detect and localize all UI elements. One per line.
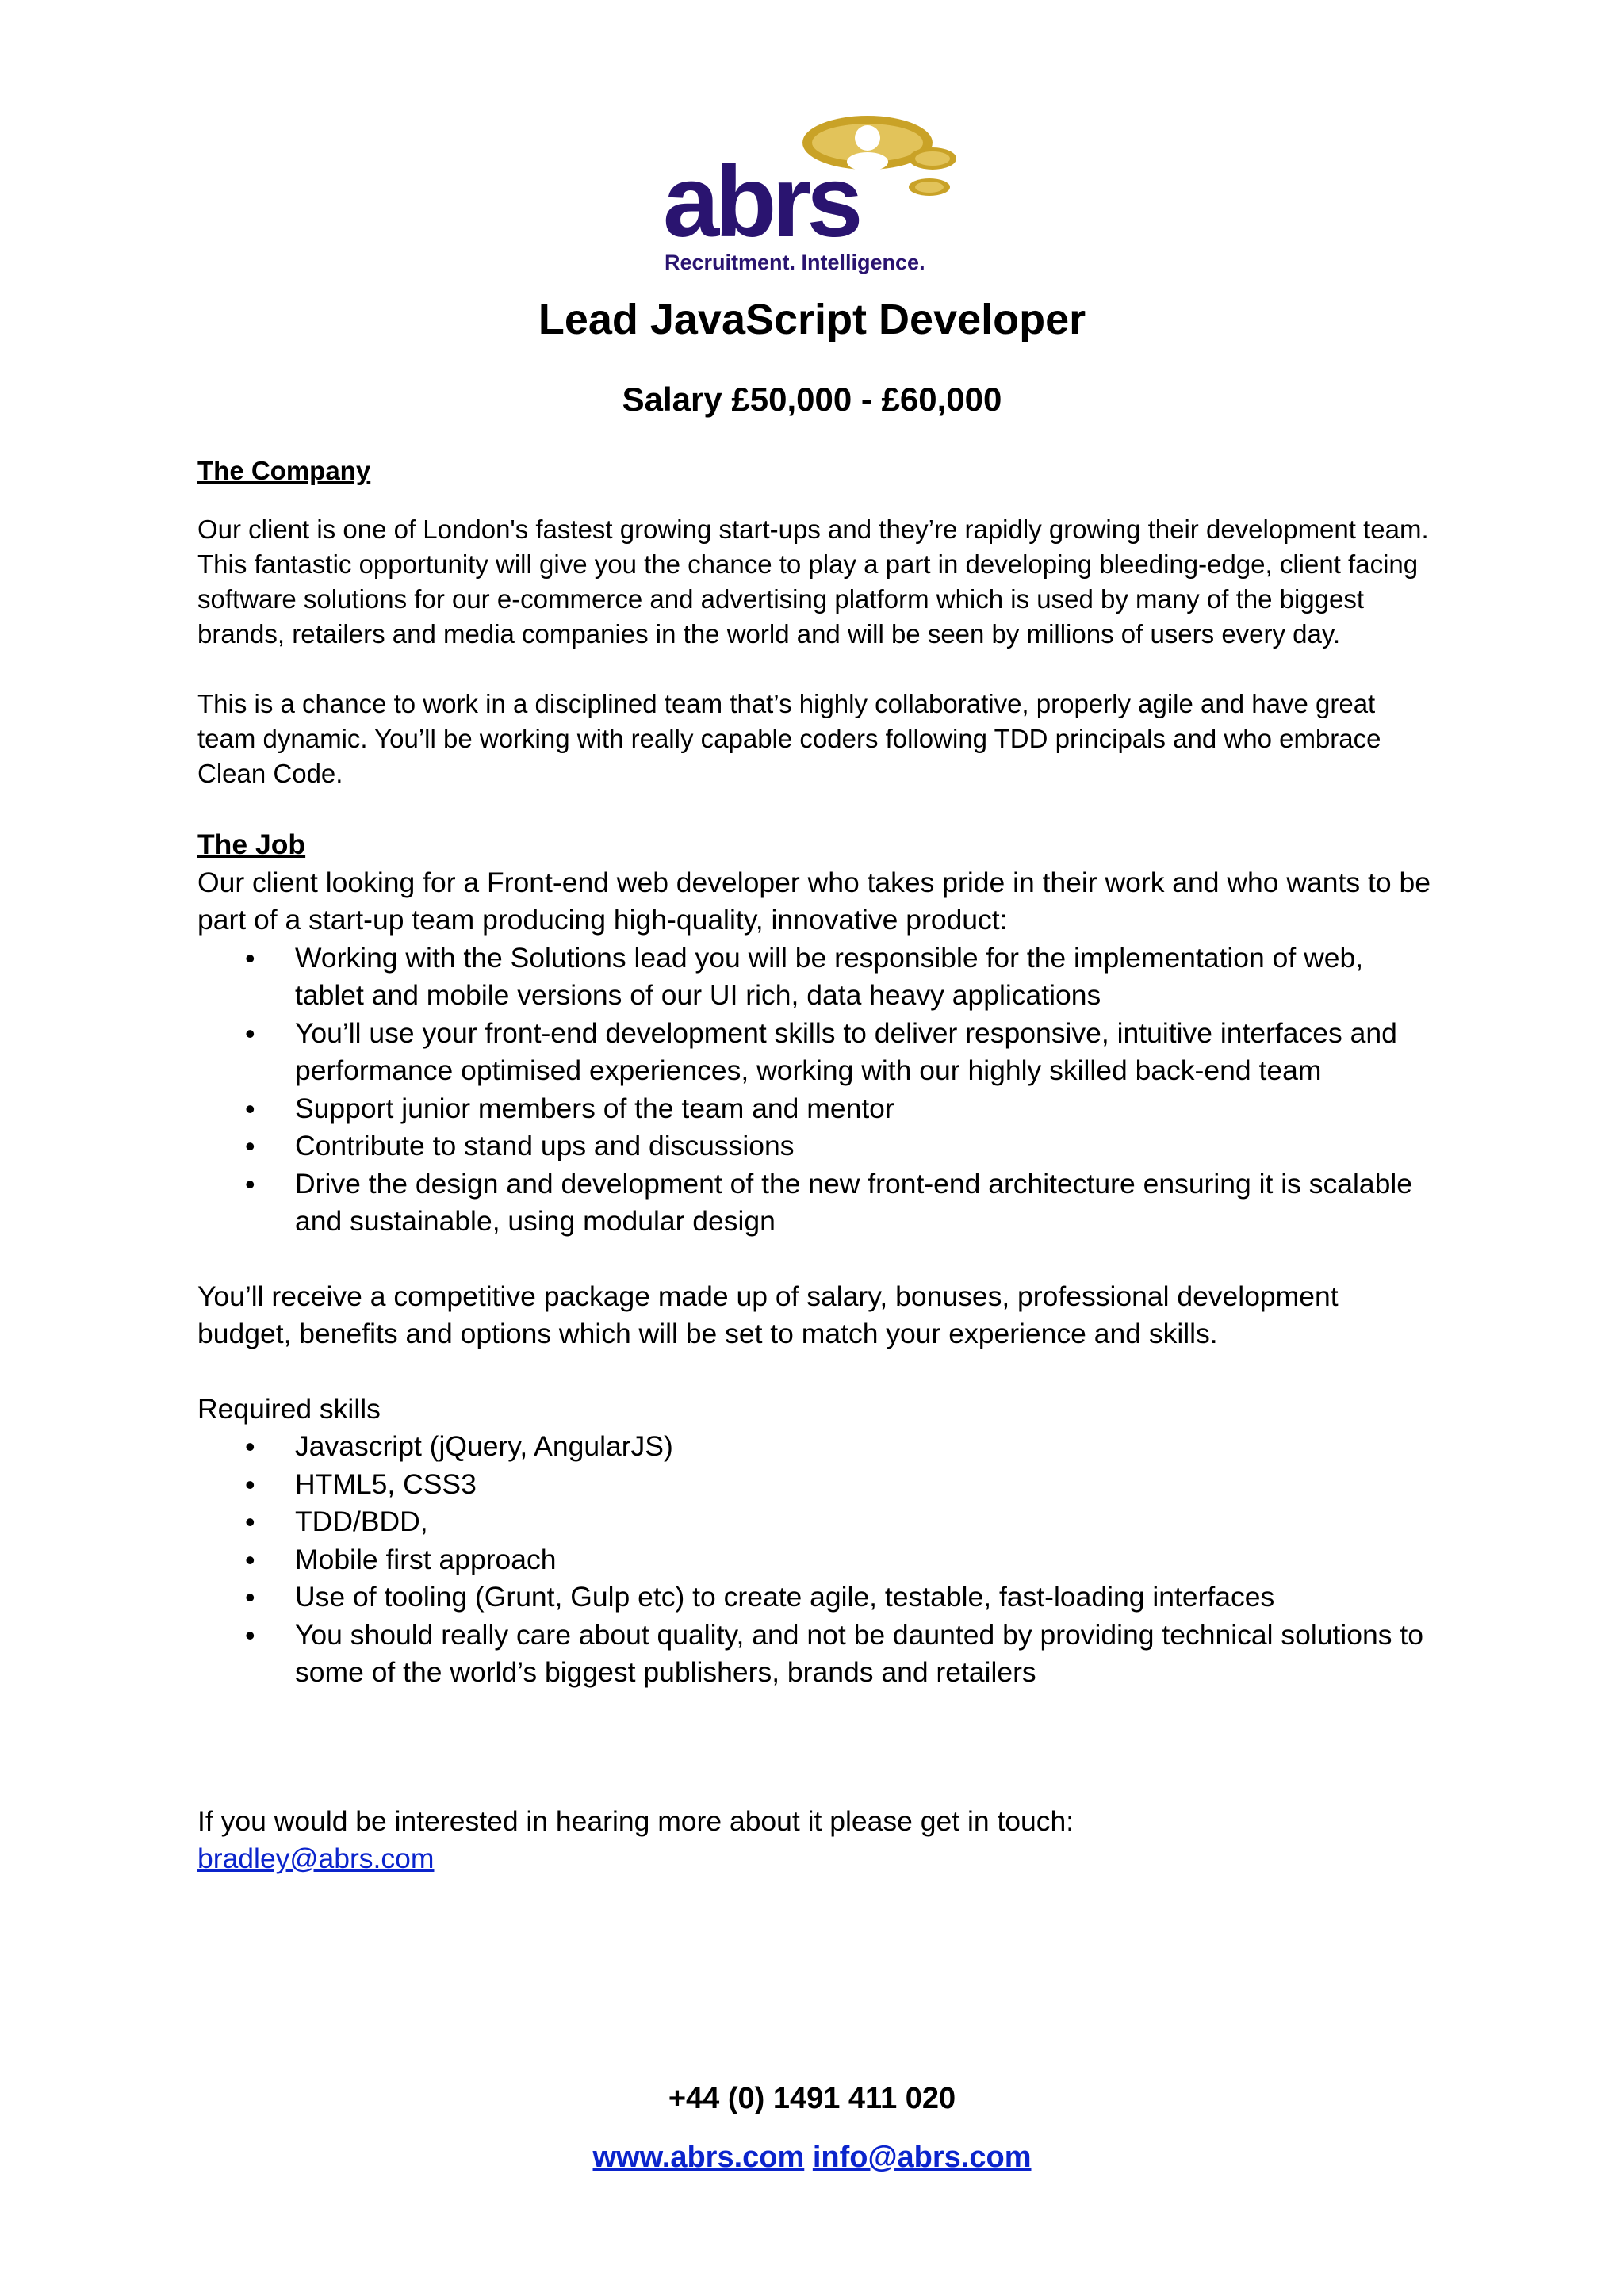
contact-text: If you would be interested in hearing more about it please get in touch: [197,1804,1074,1837]
list-item: • HTML5, CSS3 [295,1466,1434,1504]
skills-list [197,1428,1434,1692]
list-item: • Drive the design and development of the new front-end architecture ensuring it is scalable and sustainable, using modular design [295,1165,1434,1241]
company-paragraph-1: Our client is one of London's fastest growing start-ups and they’re rapidly growing their development team. This fantastic opportunity will give you the chance to play a part in developing bleeding-edge, client facing software solutions for our e-commerce and advertising platform which is used by many of the biggest brands, retailers and media companies in the world and will be seen by millions of users every day. [197,515,1429,649]
abrs-logo-graphic [663,111,961,277]
contact-email-link[interactable]: bradley@abrs.com [197,1843,435,1874]
list-item: • Use of tooling (Grunt, Gulp etc) to create agile, testable, fast-loading interfaces [295,1578,1434,1617]
footer-website-link[interactable]: www.abrs.com [592,2141,805,2174]
responsibilities-list [197,939,1434,1241]
contact-email-line [197,1840,1434,1878]
list-item: • Contribute to stand ups and discussions [295,1127,1434,1165]
list-item: • Support junior members of the team and mentor [295,1090,1434,1128]
job-description [197,453,1434,1878]
list-item: • TDD/BDD, [295,1503,1434,1541]
company-heading: The Company [197,456,371,485]
abrs-logo [663,111,961,277]
job-heading: The Job [197,828,306,860]
list-item: • Mobile first approach [295,1541,1434,1579]
logo-tagline: Recruitment. Intelligence. [665,251,925,274]
salary-range: Salary £50,000 - £60,000 [622,381,1002,418]
list-item: • You should really care about quality, and not be daunted by providing technical solutions to some of the world’s biggest publishers, brands and retailers [295,1617,1434,1692]
skills-heading: Required skills [197,1392,381,1425]
footer-email-link[interactable]: info@abrs.com [812,2141,1032,2174]
logo-wordmark: abrs [663,145,859,258]
list-item: • Javascript (jQuery, AngularJS) [295,1428,1434,1466]
list-item: • Working with the Solutions lead you will be responsible for the implementation of web, tablet and mobile versions of our UI rich, data heavy applications [295,939,1434,1015]
job-title: Lead JavaScript Developer [538,296,1086,343]
job-section [197,826,1434,1878]
footer-phone: +44 (0) 1491 411 020 [668,2082,956,2115]
job-intro: Our client looking for a Front-end web developer who takes pride in their work and who wants to be part of a start-up team producing high-quality, innovative product: [197,866,1431,936]
package-paragraph: You’ll receive a competitive package made up of salary, bonuses, professional development budget, benefits and options which will be set to match your experience and skills. [197,1280,1339,1349]
list-item: • You’ll use your front-end development skills to deliver responsive, intuitive interfaces and performance optimised experiences, working with our highly skilled back-end team [295,1015,1434,1090]
company-paragraph-2: This is a chance to work in a disciplined team that’s highly collaborative, properly agile and have great team dynamic. You’ll be working with really capable coders following TDD principals and who embrace Clean Code. [197,689,1381,788]
footer-links [0,2141,1624,2175]
